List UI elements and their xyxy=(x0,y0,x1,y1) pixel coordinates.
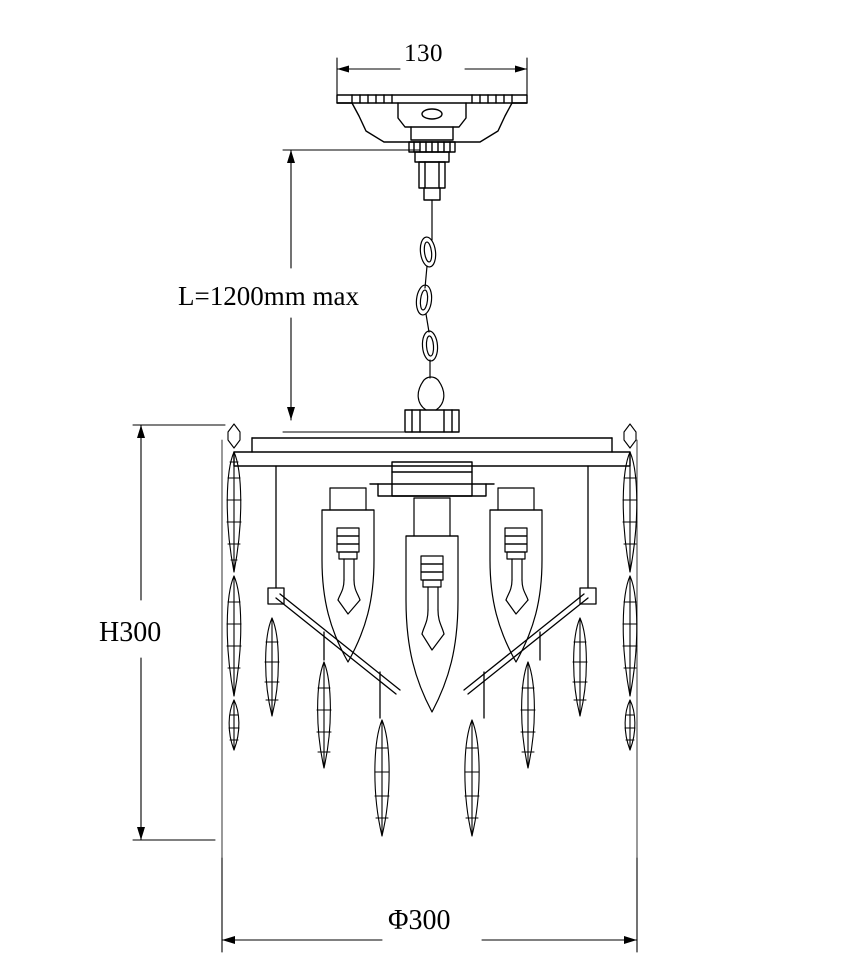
bulb-left xyxy=(322,488,374,662)
dimension-label-suspension-length: L=1200mm max xyxy=(178,281,359,311)
support-arms xyxy=(268,466,596,718)
dimension-label-top-width: 130 xyxy=(404,40,443,67)
crystal-inner-left-1 xyxy=(265,618,279,716)
crystal-column-left xyxy=(227,424,241,750)
bulb-center xyxy=(406,498,458,712)
crystal-pendants xyxy=(227,424,637,836)
crystal-inner-right-2 xyxy=(521,662,535,768)
dimension-label-height: H300 xyxy=(99,617,162,648)
crystal-inner-left-2 xyxy=(317,662,331,768)
crystal-column-right xyxy=(623,424,637,750)
fixture-frame xyxy=(234,410,630,496)
crystal-inner-right-3 xyxy=(465,720,479,836)
ceiling-canopy xyxy=(337,95,527,200)
dimension-diameter xyxy=(222,440,637,952)
dimension-label-diameter: Φ300 xyxy=(388,905,451,936)
crystal-inner-right-1 xyxy=(573,618,587,716)
bulb-right xyxy=(490,488,542,662)
suspension-chain xyxy=(415,200,444,410)
crystal-inner-left-3 xyxy=(375,720,389,836)
